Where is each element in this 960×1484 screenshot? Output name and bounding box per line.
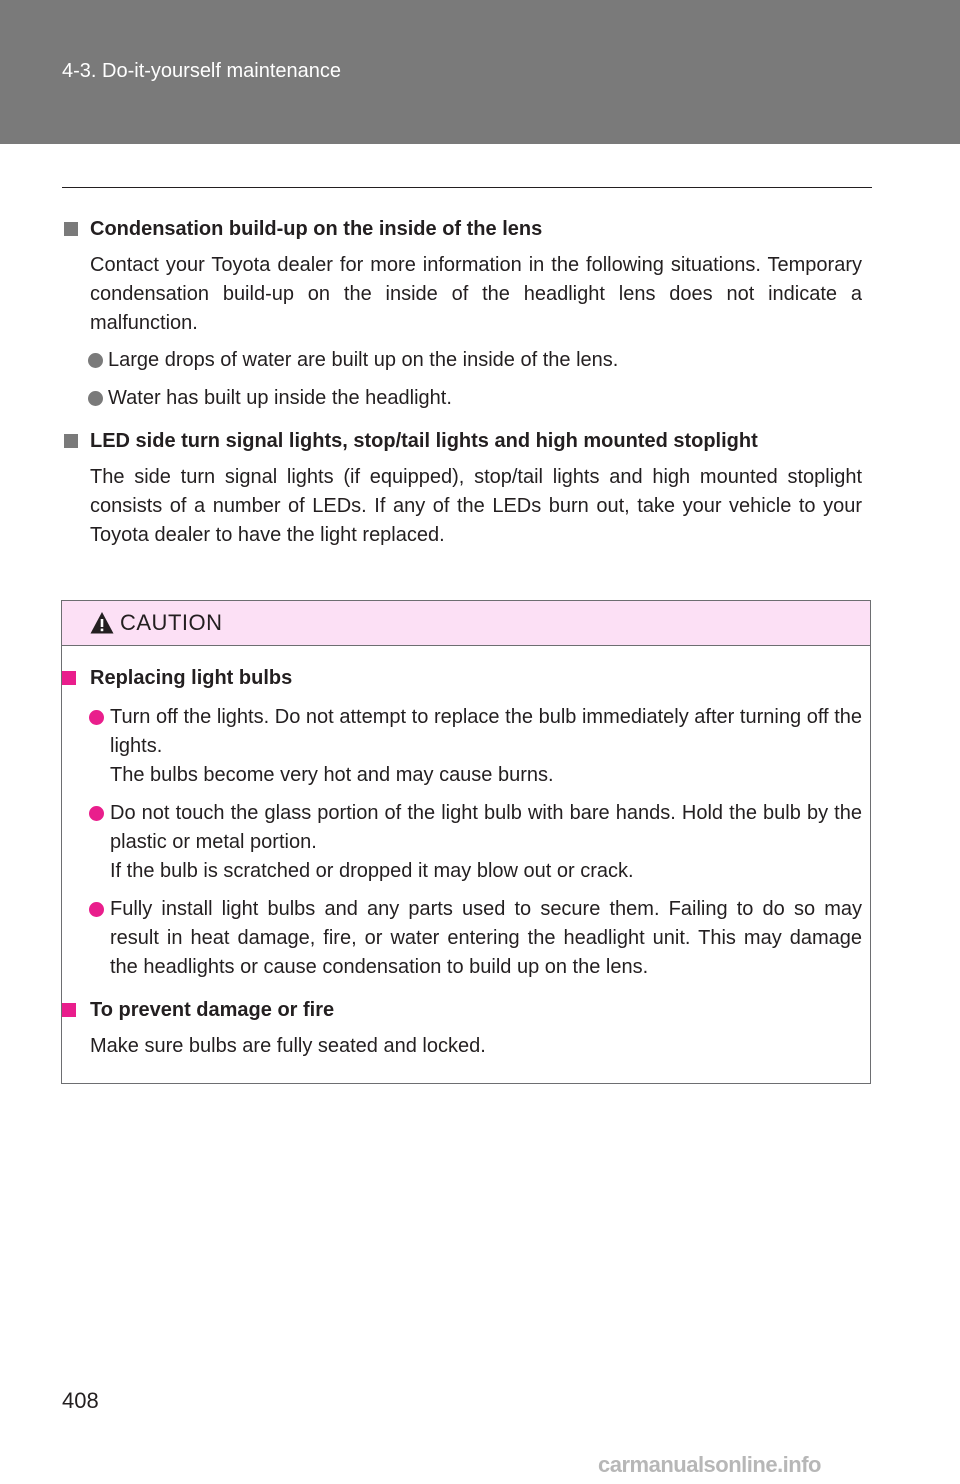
circle-bullet-icon (89, 710, 104, 725)
circle-bullet-icon (88, 353, 103, 368)
square-bullet-icon (64, 434, 78, 448)
caution-heading (62, 991, 862, 1029)
watermark-logo: carmanualsonline.info (598, 1452, 821, 1477)
divider (62, 187, 872, 188)
circle-bullet-icon (88, 391, 103, 406)
circle-bullet-icon (89, 806, 104, 821)
caution-item-text: Fully install light bulbs and any parts used to secure them. Failing to do so may result in heat damage, fire, or water entering the headlight unit. This may damage the headlights or cause condensation to build up on the lens. (110, 898, 862, 978)
caution-heading-text: To prevent damage or fire (90, 999, 335, 1021)
caution-item-text: Turn off the lights. Do not attempt to replace the bulb immediately after turning off the lights. (110, 706, 862, 757)
section-heading (62, 210, 862, 248)
caution-item-note: The bulbs become very hot and may cause burns. (110, 764, 554, 786)
caution-item (62, 703, 862, 790)
paragraph: The side turn signal lights (if equipped), stop/tail lights and high mounted stoplight consists of a number of LEDs. If any of the LEDs burn out, take your vehicle to your Toyota dealer to have the light replaced. (90, 466, 862, 546)
caution-item (62, 799, 862, 886)
list-item (62, 384, 862, 413)
square-bullet-icon (62, 671, 76, 685)
caution-header (62, 601, 870, 646)
section-heading-text: LED side turn signal lights, stop/tail lights and high mounted stoplight (90, 430, 758, 452)
list-item-text: Water has built up inside the headlight. (108, 387, 452, 409)
caution-heading (62, 659, 862, 697)
circle-bullet-icon (89, 902, 104, 917)
caution-paragraph: Make sure bulbs are fully seated and locked. (90, 1035, 486, 1057)
section-title: 4-3. Do-it-yourself maintenance (62, 60, 342, 82)
section-heading (62, 422, 862, 460)
caution-heading-text: Replacing light bulbs (90, 667, 293, 689)
main-content (62, 210, 862, 558)
list-item-text: Large drops of water are built up on the inside of the lens. (108, 349, 619, 371)
caution-body (62, 659, 862, 1069)
header-band (0, 0, 960, 144)
caution-item-note: If the bulb is scratched or dropped it may blow out or crack. (110, 860, 634, 882)
caution-box (61, 600, 871, 1084)
page-number: 408 (62, 1388, 99, 1413)
warning-icon (90, 611, 114, 635)
list-item (62, 346, 862, 375)
section-heading-text: Condensation build-up on the inside of the lens (90, 218, 543, 240)
caution-item (62, 895, 862, 982)
caution-item-text: Do not touch the glass portion of the light bulb with bare hands. Hold the bulb by the plastic or metal portion. (110, 802, 862, 853)
caution-title: CAUTION (120, 610, 223, 635)
paragraph: Contact your Toyota dealer for more information in the following situations. Temporary condensation build-up on the inside of the headlight lens does not indicate a malfunction. (90, 254, 862, 334)
square-bullet-icon (64, 222, 78, 236)
square-bullet-icon (62, 1003, 76, 1017)
